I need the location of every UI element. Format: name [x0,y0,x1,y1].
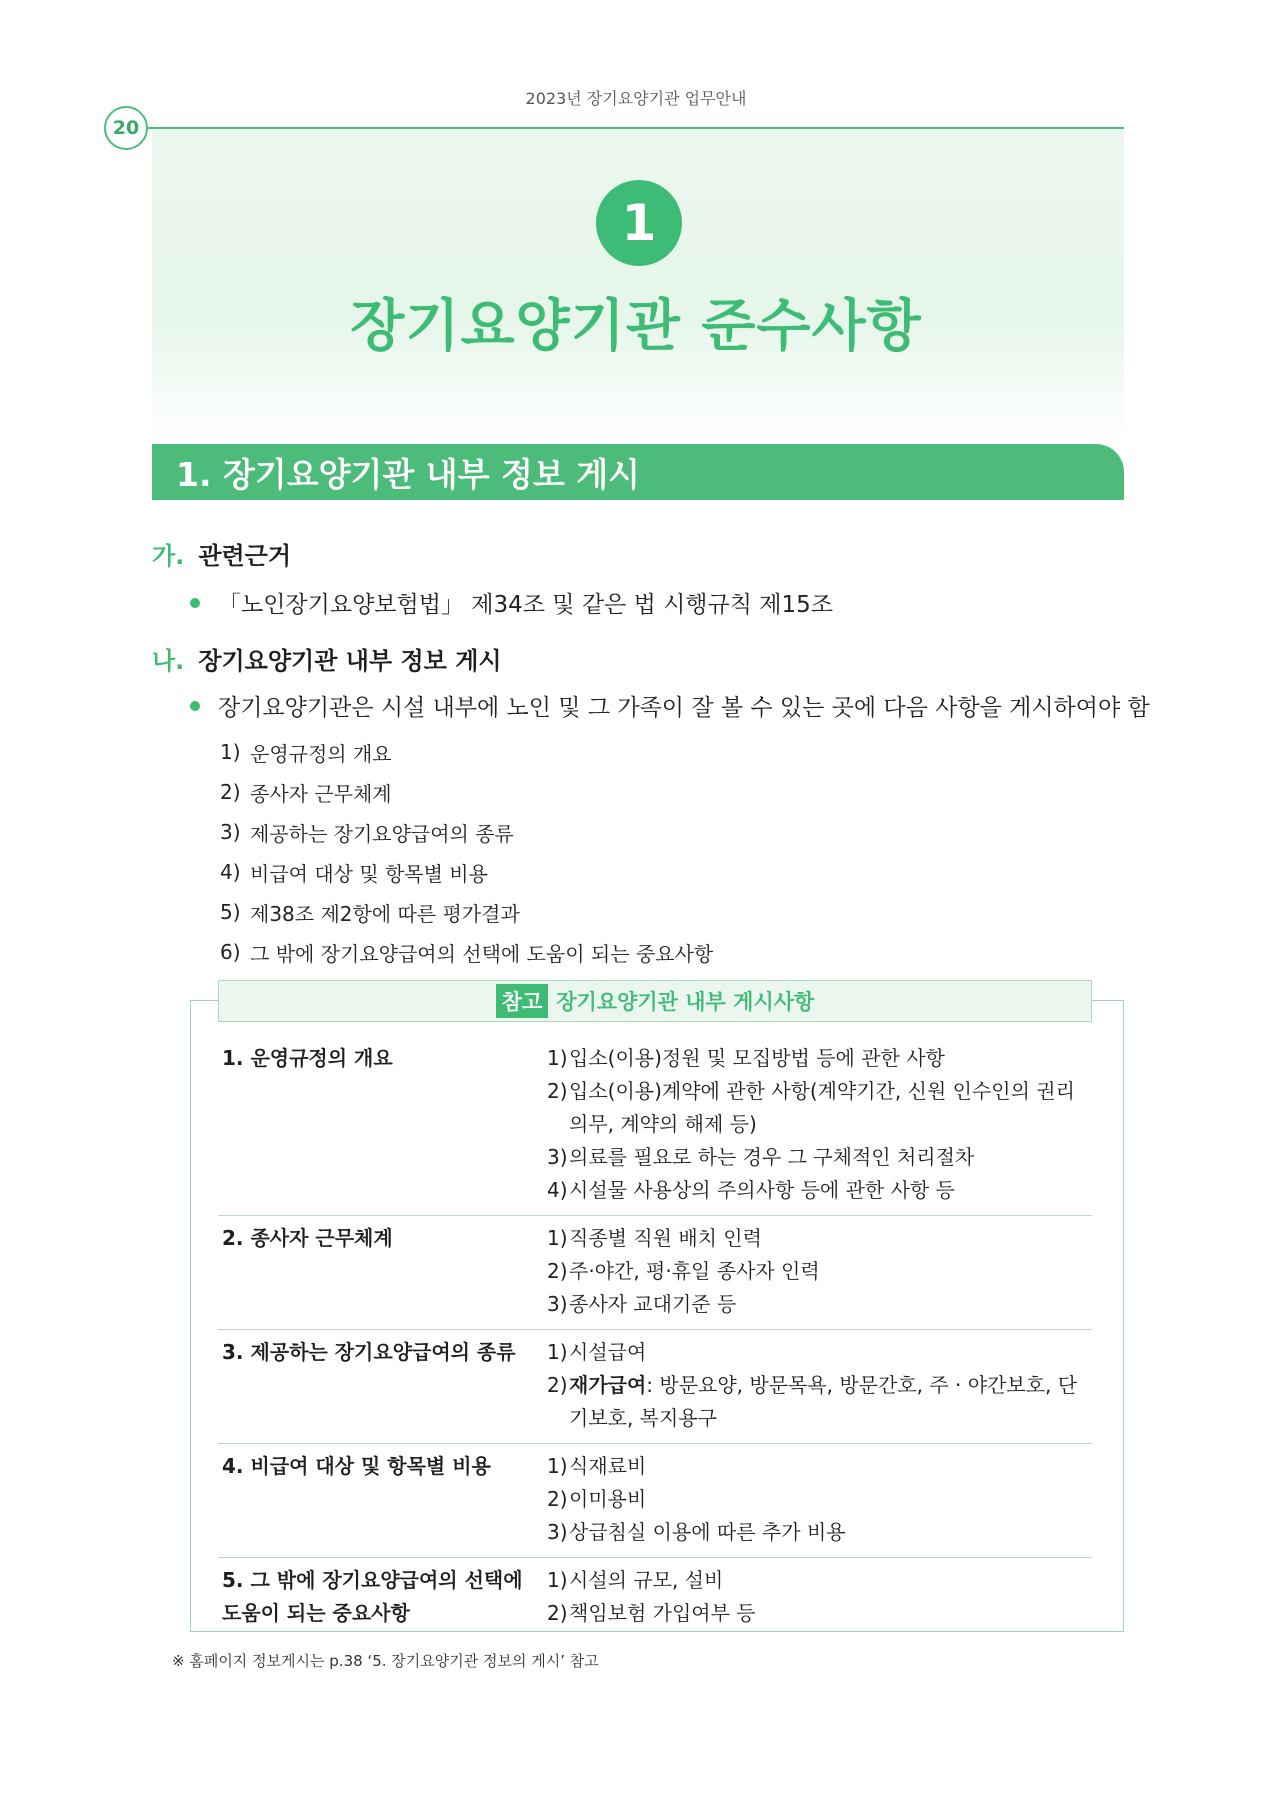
item-number: 2) [547,1259,568,1283]
reference-table [218,1036,1092,1638]
item-number: 2) [547,1487,568,1511]
bullet-dot-icon [190,701,200,711]
page-number: 20 [104,106,148,150]
row-items [547,1564,1092,1630]
subsection-title: 관련근거 [198,542,292,570]
item-number: 1) [547,1046,568,1070]
row-item [547,1597,1092,1630]
reference-tag: 참고 [496,984,549,1018]
list-text: 제38조 제2항에 따른 평가결과 [250,901,520,926]
table-row [218,1558,1092,1638]
item-text: 종사자 교대기준 등 [569,1292,737,1316]
item-text: 시설급여 [569,1340,647,1364]
list-item [220,892,713,932]
bullet-dot-icon [190,598,200,608]
row-item [547,1141,1092,1174]
item-text: 직종별 직원 배치 인력 [569,1226,762,1250]
list-number: 4) [220,860,241,884]
item-number: 2) [547,1373,568,1397]
subsection-heading-ga [152,536,291,571]
subsection-mark: 나. [152,647,185,675]
row-item [547,1255,1092,1288]
row-items [547,1336,1092,1435]
list-text: 제공하는 장기요양급여의 종류 [250,821,514,846]
item-number: 3) [547,1520,568,1544]
table-row [218,1444,1092,1558]
item-text: 시설의 규모, 설비 [569,1568,724,1592]
list-number: 6) [220,940,241,964]
row-category: 5. 그 밖에 장기요양급여의 선택에 도움이 되는 중요사항 [222,1568,523,1625]
bullet-item [190,586,833,619]
bullet-item [190,689,1150,722]
list-text: 비급여 대상 및 항목별 비용 [250,861,488,886]
row-category: 2. 종사자 근무체계 [222,1226,393,1250]
item-number: 3) [547,1145,568,1169]
list-item [220,932,713,972]
item-number: 2) [547,1079,568,1103]
reference-title: 장기요양기관 내부 게시사항 [556,990,815,1014]
row-category: 1. 운영규정의 개요 [222,1046,393,1070]
list-text: 그 밖에 장기요양급여의 선택에 도움이 되는 중요사항 [250,941,714,966]
bullet-text: 「노인장기요양보험법」 제34조 및 같은 법 시행규칙 제15조 [218,592,833,618]
item-text: 의료를 필요로 하는 경우 그 구체적인 처리절차 [569,1145,975,1169]
running-header: 2023년 장기요양기관 업무안내 [525,89,747,108]
list-item [220,852,713,892]
subsection-title: 장기요양기관 내부 정보 게시 [198,647,502,675]
reference-header [218,980,1092,1022]
list-number: 3) [220,820,241,844]
list-item [220,732,713,772]
subsection-mark: 가. [152,542,185,570]
item-number: 1) [547,1568,568,1592]
numbered-list [220,732,713,972]
item-number: 1) [547,1226,568,1250]
item-text: 이미용비 [569,1487,647,1511]
row-item [547,1516,1092,1549]
row-item [547,1450,1092,1483]
section-heading: 1. 장기요양기관 내부 정보 게시 [152,444,1124,500]
list-item [220,772,713,812]
list-text: 운영규정의 개요 [250,741,392,766]
item-number: 3) [547,1292,568,1316]
row-items [547,1450,1092,1549]
row-item [547,1075,1092,1141]
list-number: 2) [220,780,241,804]
list-number: 1) [220,740,241,764]
item-text: 책임보험 가입여부 등 [569,1601,756,1625]
table-row [218,1036,1092,1216]
row-item [547,1222,1092,1255]
item-text: 주·야간, 평·휴일 종사자 인력 [569,1259,820,1283]
item-number: 1) [547,1340,568,1364]
item-text: 입소(이용)계약에 관한 사항(계약기간, 신원 인수인의 권리의무, 계약의 해제 등) [569,1079,1075,1136]
item-text: 상급침실 이용에 따른 추가 비용 [569,1520,846,1544]
list-text: 종사자 근무체계 [250,781,392,806]
item-text: 식재료비 [569,1454,647,1478]
list-item [220,812,713,852]
row-item [547,1369,1092,1435]
row-category: 4. 비급여 대상 및 항목별 비용 [222,1454,491,1478]
list-number: 5) [220,900,241,924]
item-text: 시설물 사용상의 주의사항 등에 관한 사항 등 [569,1178,955,1202]
row-item [547,1564,1092,1597]
row-items [547,1222,1092,1321]
bullet-text: 장기요양기관은 시설 내부에 노인 및 그 가족이 잘 볼 수 있는 곳에 다음 사항을 게시하여야 함 [218,695,1150,721]
row-items [547,1042,1092,1207]
item-text: 입소(이용)정원 및 모집방법 등에 관한 사항 [569,1046,945,1070]
subsection-heading-na [152,641,502,676]
row-category: 3. 제공하는 장기요양급여의 종류 [222,1340,516,1364]
footnote: ※ 홈페이지 정보게시는 p.38 ‘5. 장기요양기관 정보의 게시’ 참고 [172,1652,599,1670]
item-number: 4) [547,1178,568,1202]
row-item [547,1288,1092,1321]
table-row [218,1216,1092,1330]
item-text: : 방문요양, 방문목욕, 방문간호, 주 · 야간보호, 단기보호, 복지용구 [569,1373,1078,1430]
item-bold-text: 재가급여 [569,1373,647,1397]
item-number: 2) [547,1601,568,1625]
chapter-title: 장기요양기관 준수사항 [350,294,922,359]
row-item [547,1483,1092,1516]
row-item [547,1174,1092,1207]
chapter-number-badge: 1 [596,180,682,266]
row-item [547,1042,1092,1075]
table-row [218,1330,1092,1444]
row-item [547,1336,1092,1369]
item-number: 1) [547,1454,568,1478]
